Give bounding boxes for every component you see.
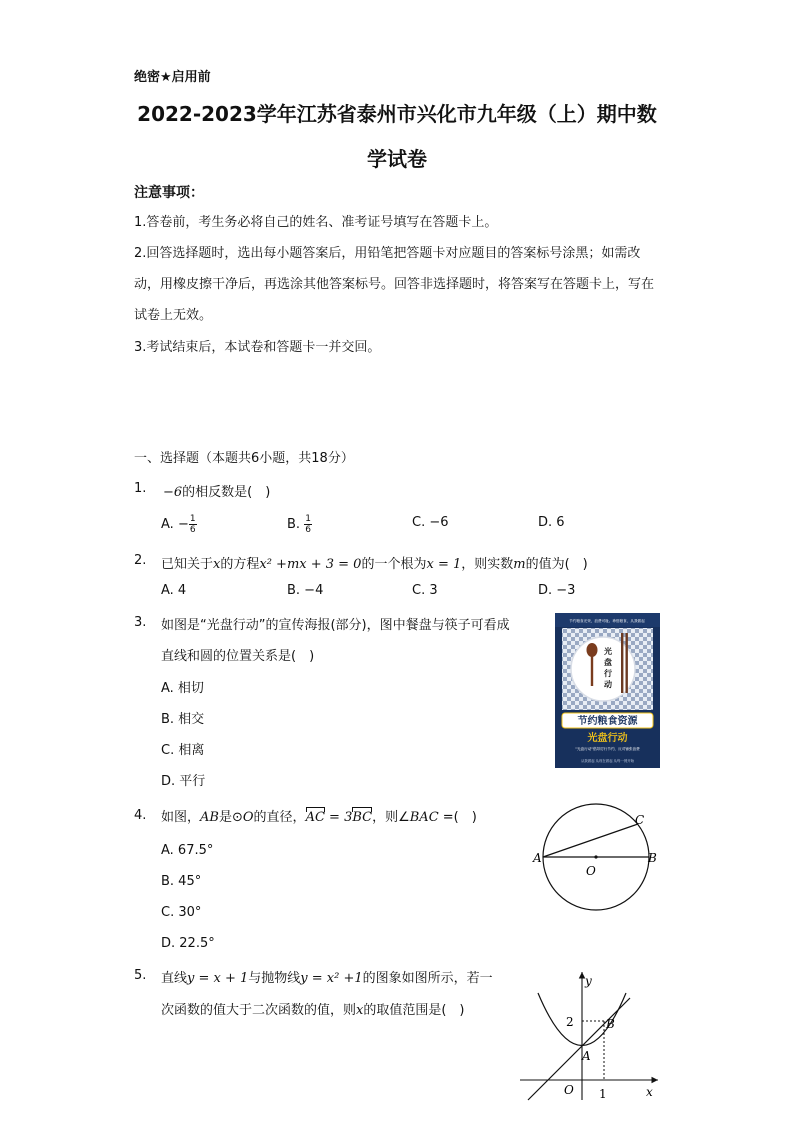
poster-banner-1: 节约粮食资源	[577, 716, 638, 727]
poster-plate-char-1: 光	[604, 647, 612, 656]
q3-number: 3.	[134, 615, 147, 630]
q4-eq: = 3	[324, 810, 353, 825]
q4-text-1: 如图，	[161, 810, 201, 825]
q1-option-b-letter: B.	[287, 517, 301, 532]
label-c: C	[635, 813, 645, 827]
label-tick-2: 2	[566, 1015, 574, 1029]
section-heading: 一、选择题（本题共6小题，共18分）	[134, 451, 354, 466]
q2-option-c: C. 3	[412, 583, 438, 598]
q5-text-1: 直线	[161, 971, 188, 986]
notice-item-1: 1.答卷前，考生务必将自己的姓名、准考证号填写在答题卡上。	[134, 215, 498, 230]
q3-option-d: D. 平行	[161, 774, 206, 789]
q2-number: 2.	[134, 553, 147, 568]
q5-graph-figure	[520, 968, 668, 1102]
q4-text-5: =( )	[438, 810, 477, 825]
q1-option-a-denominator: 6	[189, 525, 196, 535]
q4-o: O	[242, 810, 254, 825]
q5-number: 5.	[134, 968, 147, 983]
q1-option-c: C. −6	[412, 515, 449, 530]
q2-text-3: 的一个根为	[361, 557, 427, 572]
q4-text-4: ，则∠	[372, 810, 410, 825]
q1-option-b-numerator: 1	[305, 514, 311, 524]
confidential-mark: 绝密★启用前	[134, 70, 211, 85]
label-point-a: A	[582, 1049, 591, 1063]
q1-option-a-sign: −	[177, 517, 189, 532]
q2-option-b: B. −4	[287, 583, 324, 598]
q1-stem	[163, 481, 270, 500]
q2-root: x = 1	[426, 557, 462, 572]
q4-text-3: 的直径，	[253, 810, 306, 825]
q1-option-d: D. 6	[538, 515, 565, 530]
q5-text-4: 次函数的值大于二次函数的值，则	[161, 1003, 357, 1018]
chopstick-shape-1	[621, 633, 623, 693]
q1-option-a-letter: A.	[161, 517, 174, 532]
chord-ac	[543, 824, 638, 857]
q1-option-a	[161, 514, 197, 535]
q4-arc-bc: BC	[352, 810, 373, 825]
spoon-icon	[587, 643, 598, 657]
q4-arc-ac: AC	[305, 810, 325, 825]
label-o: O	[586, 864, 596, 878]
q2-option-d: D. −3	[538, 583, 576, 598]
page-title-line1: 2022-2023学年江苏省泰州市兴化市九年级（上）期中数	[137, 102, 657, 126]
poster-sub-2: 从我做起 从现在做起 从每一餐开始	[580, 759, 635, 763]
poster-plate-char-3: 行	[604, 669, 612, 678]
q2-text-5: 的值为( )	[525, 557, 588, 572]
q1-option-b-denominator: 6	[305, 525, 311, 535]
center-point	[594, 855, 597, 858]
q2-var-x: x	[213, 557, 221, 572]
q3-stem-line1: 如图是“光盘行动”的宣传海报(部分)，图中餐盘与筷子可看成	[161, 618, 510, 633]
plate-shape	[571, 637, 635, 701]
q3-stem-line2: 直线和圆的位置关系是( )	[161, 649, 315, 664]
q4-number: 4.	[134, 808, 147, 823]
notice-heading: 注意事项：	[134, 185, 204, 201]
q1-option-b	[287, 514, 312, 535]
q4-option-d: D. 22.5°	[161, 936, 215, 951]
label-y: y	[585, 974, 592, 988]
q1-stem-text: 的相反数是( )	[182, 485, 271, 500]
q1-option-a-fraction	[189, 514, 197, 535]
q2-equation: x² +mx + 3 = 0	[259, 557, 362, 572]
q4-option-a: A. 67.5°	[161, 843, 214, 858]
poster-sub-1: "光盘行动"倡导厉行节约，反对铺张浪费	[575, 747, 640, 751]
q1-value: −6	[163, 485, 183, 500]
q4-option-c: C. 30°	[161, 905, 202, 920]
notice-item-3: 3.考试结束后，本试卷和答题卡一并交回。	[134, 340, 381, 355]
page-title-line2: 学试卷	[367, 147, 427, 171]
q2-text-2: 的方程	[220, 557, 260, 572]
q5-text-2: 与抛物线	[248, 971, 301, 986]
chopstick-shape-2	[626, 633, 628, 693]
poster-plate-char-4: 动	[604, 680, 612, 689]
poster-plate-char-2: 盘	[604, 658, 612, 667]
notice-item-2: 2.回答选择题时，选出每小题答案后，用铅笔把答题卡对应题目的答案标号涂黑；如需改动，用橡皮擦干净后，再选涂其他答案标号。回答非选择题时，将答案写在答题卡上，写在试卷上无效。	[134, 246, 655, 323]
q2-stem	[161, 553, 588, 572]
q5-line-eq: y = x + 1	[187, 971, 249, 986]
label-tick-1: 1	[599, 1087, 607, 1101]
label-a: A	[533, 851, 542, 865]
q5-text-5: 的取值范围是( )	[363, 1003, 465, 1018]
q2-var-m: m	[513, 557, 526, 572]
q4-circle-figure	[525, 800, 665, 915]
q2-text-4: ，则实数	[461, 557, 514, 572]
q1-number: 1.	[134, 481, 147, 496]
q3-option-b: B. 相交	[161, 712, 205, 727]
q4-option-b: B. 45°	[161, 874, 202, 889]
q3-option-a: A. 相切	[161, 681, 204, 696]
q1-option-b-fraction	[304, 514, 312, 535]
q3-option-c: C. 相离	[161, 743, 205, 758]
label-origin: O	[564, 1083, 574, 1097]
q2-option-a: A. 4	[161, 583, 187, 598]
poster-top-text: 节约粮食光荣，浪费可耻。珍惜粮食，从我做起	[569, 619, 645, 623]
label-b: B	[648, 851, 657, 865]
q5-stem-line1	[161, 967, 493, 986]
q5-parabola-eq: y = x² +1	[300, 971, 363, 986]
q3-poster-image	[555, 613, 660, 768]
label-x: x	[646, 1085, 653, 1099]
poster-banner-2: 光盘行动	[587, 733, 628, 744]
label-point-b: B	[606, 1017, 615, 1031]
q4-text-2: 是⊙	[218, 810, 243, 825]
q2-text-1: 已知关于	[161, 557, 214, 572]
line-graph	[528, 998, 630, 1100]
q4-stem	[161, 806, 477, 825]
q5-text-3: 的图象如图所示，若一	[362, 971, 493, 986]
q5-var-x: x	[356, 1003, 364, 1018]
q5-stem-line2	[161, 999, 465, 1018]
q4-bac: BAC	[409, 810, 439, 825]
q1-option-a-numerator: 1	[189, 514, 196, 524]
q4-ab: AB	[200, 810, 219, 825]
